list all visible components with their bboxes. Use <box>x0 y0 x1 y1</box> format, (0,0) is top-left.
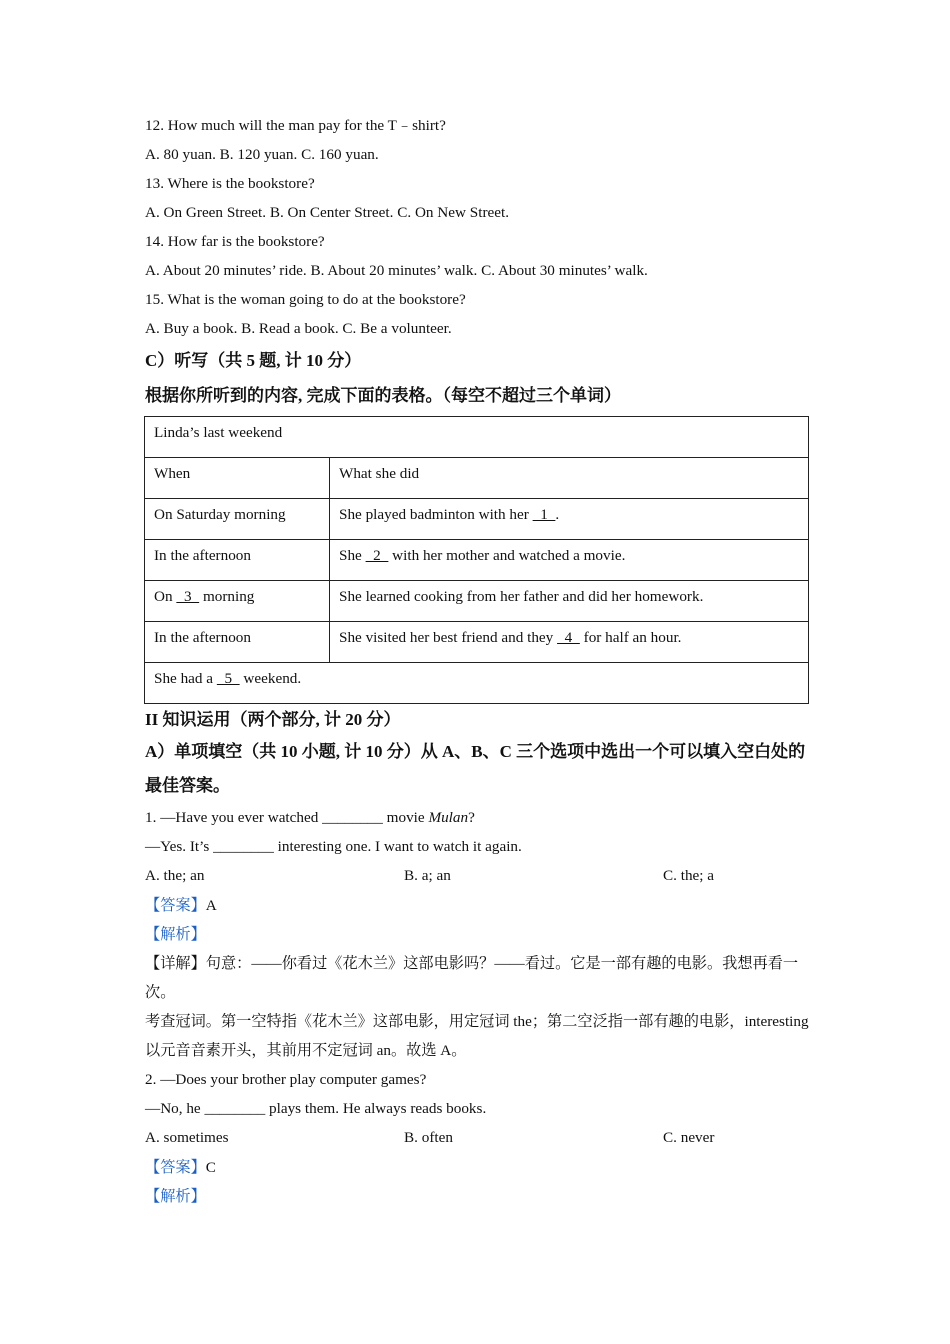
option-row <box>145 1123 810 1152</box>
question-text: 13. Where is the bookstore? <box>145 175 315 192</box>
option-b: B. a; an <box>404 867 451 884</box>
question-text: 12. How much will the man pay for the T﹣shirt? <box>145 117 446 134</box>
table-row <box>145 499 809 540</box>
movie-title: Mulan <box>428 809 469 826</box>
question-14 <box>145 227 810 285</box>
when-text: In the afternoon <box>154 629 251 646</box>
what-text: She visited her best friend and they <box>339 629 558 646</box>
option-a: A. the; an <box>145 867 205 884</box>
question-2 <box>145 1065 810 1211</box>
what-text: She learned cooking from her father and did her homework. <box>339 588 704 605</box>
blank-1: 1 <box>532 506 556 523</box>
section-c-heading: C）听写（共 5 题, 计 10 分） <box>145 351 362 370</box>
question-reply: —No, he ________ plays them. He always reads books. <box>145 1100 487 1117</box>
footer-text: She had a <box>154 670 217 687</box>
blank-3: 3 <box>176 588 200 605</box>
answer-tag: 【答案】 <box>145 1159 206 1176</box>
detail-tag: 【详解】 <box>145 955 206 972</box>
option-b: B. often <box>404 1129 453 1146</box>
what-text: She <box>339 547 366 564</box>
blank-2: 2 <box>365 547 389 564</box>
when-text: On <box>154 588 177 605</box>
option-c: C. the; a <box>663 867 715 884</box>
what-text-end: . <box>555 506 560 523</box>
question-text: 14. How far is the bookstore? <box>145 233 325 250</box>
column-header-when: When <box>145 458 330 499</box>
question-1 <box>145 803 810 1065</box>
when-text: In the afternoon <box>154 547 251 564</box>
question-15 <box>145 285 810 343</box>
question-options: A. 80 yuan. B. 120 yuan. C. 160 yuan. <box>145 146 379 163</box>
question-13 <box>145 169 810 227</box>
table-row <box>145 540 809 581</box>
part-2-heading: II 知识运用（两个部分, 计 20 分） <box>145 710 401 729</box>
question-reply: —Yes. It’s ________ interesting one. I want to watch it again. <box>145 838 522 855</box>
section-c-instruction: 根据你所听到的内容, 完成下面的表格。（每空不超过三个单词） <box>145 386 621 405</box>
analysis-tag: 【解析】 <box>145 926 206 943</box>
option-c: C. never <box>663 1129 715 1146</box>
what-text: She played badminton with her <box>339 506 533 523</box>
section-a-heading: A）单项填空（共 10 小题, 计 10 分）从 A、B、C 三个选项中选出一个可以填入空白处的最佳答案。 <box>145 742 806 795</box>
what-text-end: for half an hour. <box>579 629 682 646</box>
what-text-end: with her mother and watched a movie. <box>388 547 626 564</box>
table-title: Linda’s last weekend <box>145 417 809 458</box>
when-text-end: morning <box>199 588 255 605</box>
blank-5: 5 <box>216 670 240 687</box>
question-options: A. About 20 minutes’ ride. B. About 20 minutes’ walk. C. About 30 minutes’ walk. <box>145 262 648 279</box>
question-12 <box>145 111 810 169</box>
weekend-table <box>144 416 809 704</box>
answer-value: A <box>205 897 217 914</box>
explain-text: 考查冠词。第一空特指《花木兰》这部电影，用定冠词 the；第二空泛指一部有趣的电影，interesting 以元音音素开头，其前用不定冠词 an。故选 A。 <box>145 1013 809 1059</box>
question-text: 2. —Does your brother play computer games? <box>145 1071 427 1088</box>
question-options: A. Buy a book. B. Read a book. C. Be a volunteer. <box>145 320 452 337</box>
answer-tag: 【答案】 <box>145 897 206 914</box>
question-text: 1. —Have you ever watched ________ movie <box>145 809 429 826</box>
when-text: On Saturday morning <box>154 506 286 523</box>
blank-4: 4 <box>557 629 580 646</box>
question-text-end: ? <box>468 809 475 826</box>
question-options: A. On Green Street. B. On Center Street. C. On New Street. <box>145 204 509 221</box>
table-row <box>145 622 809 663</box>
table-footer-row <box>145 663 809 704</box>
detail-text: 句意：——你看过《花木兰》这部电影吗？——看过。它是一部有趣的电影。我想再看一次。 <box>145 955 799 1001</box>
option-a: A. sometimes <box>145 1129 229 1146</box>
footer-text-end: weekend. <box>239 670 302 687</box>
answer-value: C <box>205 1159 216 1176</box>
option-row <box>145 861 810 890</box>
document-page <box>145 111 810 1211</box>
column-header-what: What she did <box>330 458 809 499</box>
question-text: 15. What is the woman going to do at the bookstore? <box>145 291 466 308</box>
table-row <box>145 581 809 622</box>
analysis-tag: 【解析】 <box>145 1188 206 1205</box>
